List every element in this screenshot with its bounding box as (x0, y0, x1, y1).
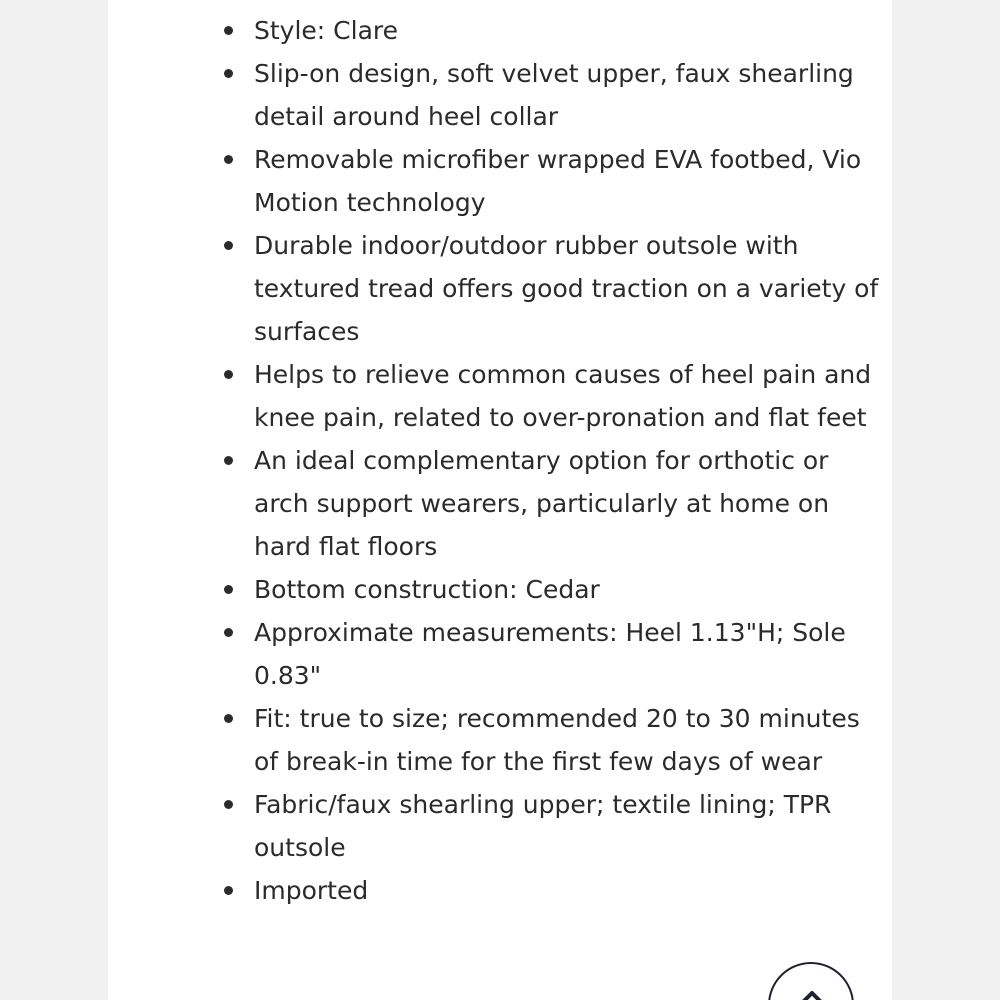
feature-text: Helps to relieve common causes of heel pain and knee pain, related to over-pronation and flat feet (254, 360, 872, 432)
bullet-icon (224, 886, 233, 895)
bullet-icon (224, 585, 233, 594)
list-item (224, 611, 884, 697)
bullet-icon (224, 714, 233, 723)
product-feature-list (224, 9, 884, 912)
feature-text: Bottom construction: Cedar (254, 575, 600, 604)
bullet-icon (224, 26, 233, 35)
chevron-up-icon (797, 988, 827, 1000)
list-item (224, 783, 884, 869)
list-item (224, 697, 884, 783)
feature-text: Slip-on design, soft velvet upper, faux shearling detail around heel collar (254, 59, 854, 131)
list-item (224, 439, 884, 568)
feature-text: Style: Clare (254, 16, 398, 45)
feature-text: Imported (254, 876, 369, 905)
list-item (224, 869, 884, 912)
bullet-icon (224, 628, 233, 637)
list-item (224, 568, 884, 611)
feature-text: Removable microfiber wrapped EVA footbed, Vio Motion technology (254, 145, 862, 217)
feature-text: An ideal complementary option for orthotic or arch support wearers, particularly at home on hard flat floors (254, 446, 830, 561)
feature-text: Durable indoor/outdoor rubber outsole with textured tread offers good traction on a variety of surfaces (254, 231, 879, 346)
bullet-icon (224, 69, 233, 78)
list-item (224, 52, 884, 138)
bullet-icon (224, 155, 233, 164)
list-item (224, 9, 884, 52)
bullet-icon (224, 241, 233, 250)
list-item (224, 353, 884, 439)
feature-text: Fit: true to size; recommended 20 to 30 minutes of break-in time for the first few days of wear (254, 704, 860, 776)
bullet-icon (224, 800, 233, 809)
feature-text: Approximate measurements: Heel 1.13"H; Sole 0.83" (254, 618, 846, 690)
bullet-icon (224, 456, 233, 465)
bullet-icon (224, 370, 233, 379)
list-item (224, 138, 884, 224)
list-item (224, 224, 884, 353)
feature-text: Fabric/faux shearling upper; textile lining; TPR outsole (254, 790, 832, 862)
